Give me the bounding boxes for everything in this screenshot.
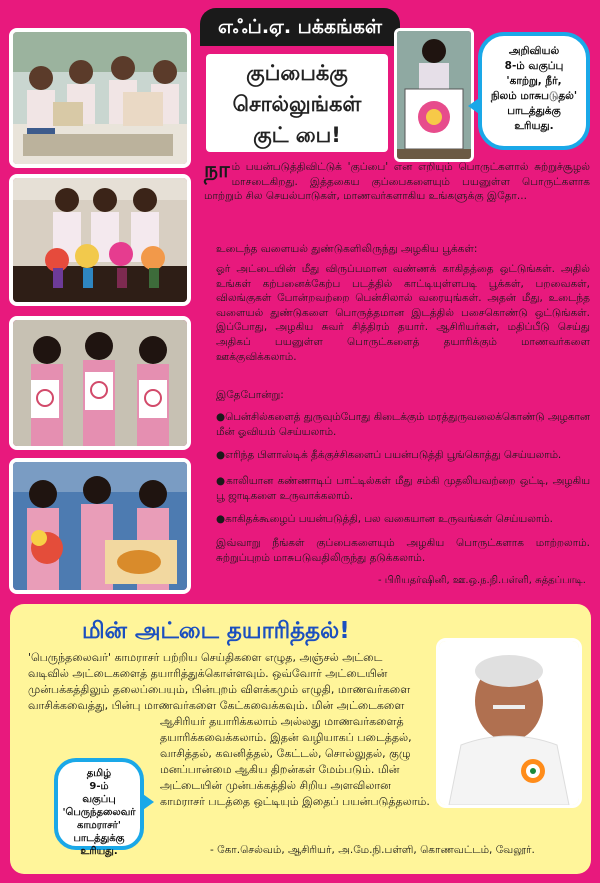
bullet-item: ●காலியான கண்ணாடிப் பாட்டில்கள் மீது சம்கி முதலியவற்றை ஒட்டி, அழகிய பூ ஜாடிகளை உருவாக்கலாம்.: [216, 475, 590, 502]
intro-dropcap: நா: [204, 158, 230, 183]
bangle-instructions: ஓர் அட்டையின் மீது விருப்பமான வண்ணக் காகிதத்தை ஒட்டுங்கள். அதில் உங்கள் கற்பனைக்கேற்ப படத்தில் காட்டியுள்ளபடி பூக்கள், பறவைகள், விலங்குகள் போன்றவற்றை பென்சிலால் வரையுங்கள். அதன் மீது, உடைந்த வளையல் துண்டுகளை பொருத்தமான இடத்தில் பசைகொண்டு ஒட்டுங்கள். இப்போது, அழகிய சுவர் சித்திரம் தயார். ஆசிரியர்கள், மதிப்பீடு செய்து அதிகப் பயனுள்ள பொருட்களைத் தயாரிக்கும் மாணவர்களை ஊக்குவிக்கலாம்.: [216, 263, 590, 363]
article-title: [206, 54, 388, 152]
title-line-2: சொல்லுங்கள்: [232, 92, 362, 116]
photo-students-crafts: [9, 28, 191, 168]
article-intro: [204, 160, 590, 204]
bubble-lesson-line1: 'காற்று, நீர்,: [506, 75, 562, 87]
min-attai-line: மனப்பான்மை ஆகிய திறன்கள் மேம்படும். மின்: [160, 763, 400, 776]
photo-students-vases: [9, 174, 191, 306]
bubble2-grade: 9-ம்: [89, 781, 109, 792]
bubble-lesson-line2: நிலம் மாசுபடுதல்': [490, 90, 578, 102]
bangle-subhead: உடைந்த வளையல் துண்டுகளிலிருந்து அழகிய பூக்கள்:: [216, 243, 478, 255]
min-attai-line: வடிவில் அட்டைகளைத் தயாரித்துக்கொள்ளவும். ஒவ்வோர் அட்டையின்: [28, 667, 388, 680]
tamil-subject-bubble: [54, 758, 144, 857]
bubble2-class: வகுப்பு: [82, 794, 116, 805]
title-line-1: குப்பைக்கு: [246, 61, 348, 85]
likewise-label: இதேபோன்று:: [216, 389, 284, 401]
bullet-item: ●எரிந்த பிளாஸ்டிக் தீக்குச்சிகளைப் பயன்படுத்தி பூங்கொத்து செய்யலாம்.: [216, 449, 562, 461]
bubble2-lesson-line1: 'பெருந்தலைவர்: [62, 807, 136, 818]
bubble2-suitable: பாடத்துக்கு உரியது.: [73, 833, 125, 857]
min-attai-credit: - கோ.செல்வம், ஆசிரியர், அ.மே.நி.பள்ளி, கொணவட்டம், வேலூர்.: [210, 844, 535, 856]
title-line-3: குட் பை!: [253, 123, 341, 147]
bullet-item: ●காகிதக்கூழைப் பயன்படுத்தி, பல வகையான உருவங்கள் செய்யலாம்.: [216, 513, 553, 525]
bubble-suitable: உரியது.: [514, 120, 554, 132]
min-attai-line: தயாரிக்கவைக்கலாம். இதன் வழியாகப் படைத்தல்,: [160, 731, 412, 744]
article-credit: - பிரியதர்ஷினி, ஊ.ஒ.ந.நி.பள்ளி, சுத்தப்பாடி.: [378, 575, 586, 586]
bubble-subject: அறிவியல்: [508, 45, 560, 57]
min-attai-panel: [10, 604, 591, 874]
science-subject-bubble: [478, 32, 590, 150]
closing-paragraph: இவ்வாறு நீங்கள் குப்பைகளையும் அழகிய பொருட்களாக மாற்றலாம். சுற்றுப்புறம் மாசுபடுவதிலிருந்து தடுக்கலாம்.: [216, 537, 590, 564]
bullet-item: ●பென்சில்களைத் துருவும்போது கிடைக்கும் மரத்துருவலைக்கொண்டு அழகான மீன் ஓவியம் செய்யலாம்.: [216, 411, 590, 438]
kamarajar-portrait: [436, 638, 582, 808]
photo-girl-bangle-art: [394, 28, 474, 162]
min-attai-line: வாசிக்கவைத்து, பின்பு மாணவர்களை கேட்கவைக்கவும். மின் அட்டைகளை: [28, 699, 405, 712]
bubble-grade: 8-ம் வகுப்பு: [504, 60, 564, 72]
photo-girls-cards: [9, 316, 191, 450]
min-attai-line: 'பெருந்தலைவர்' காமராசர் பற்றிய செய்திகளை எழுத, அஞ்சல் அட்டை: [28, 651, 383, 664]
min-attai-line: முன்பக்கத்திலும் தலைப்பையும், பின்புறம் விளக்கமும் எழுதி, மாணவர்களை: [28, 683, 411, 696]
min-attai-line: ஆசிரியர் தயாரிக்கலாம் அல்லது மாணவர்களைத்: [160, 715, 404, 728]
bubble-for-lesson: பாடத்துக்கு: [507, 105, 561, 117]
bubble2-lesson-line2: காமராசர்': [77, 820, 121, 831]
intro-text: ம் பயன்படுத்திவிட்டுக் 'குப்பை' என எறியும் பொருட்களால் சுற்றுச்சூழல் மாசடைகிறது. இத்தகைய குப்பைகளையும் பயனுள்ள பொருட்களாக மாற்றும் சில செயல்பாடுகள், மாணவர்களாகிய உங்களுக்கு இதோ...: [204, 161, 590, 203]
min-attai-line: வாசித்தல், கவனித்தல், கேட்டல், சொல்லுதல், குழு: [160, 747, 411, 760]
min-attai-line: காமராசர் படத்தை ஒட்டியும் இதைப் பயன்படுத்தலாம்.: [160, 795, 430, 808]
min-attai-line: அட்டையின் முன்பக்கத்தில் சிறிய அளவிலான: [160, 779, 391, 792]
min-attai-title: மின் அட்டை தயாரித்தல்!: [82, 618, 350, 644]
section-header: எஃப்.ஏ. பக்கங்கள்: [200, 8, 400, 46]
photo-girls-fish-art: [9, 458, 191, 594]
bubble2-subject: தமிழ்: [86, 768, 112, 779]
